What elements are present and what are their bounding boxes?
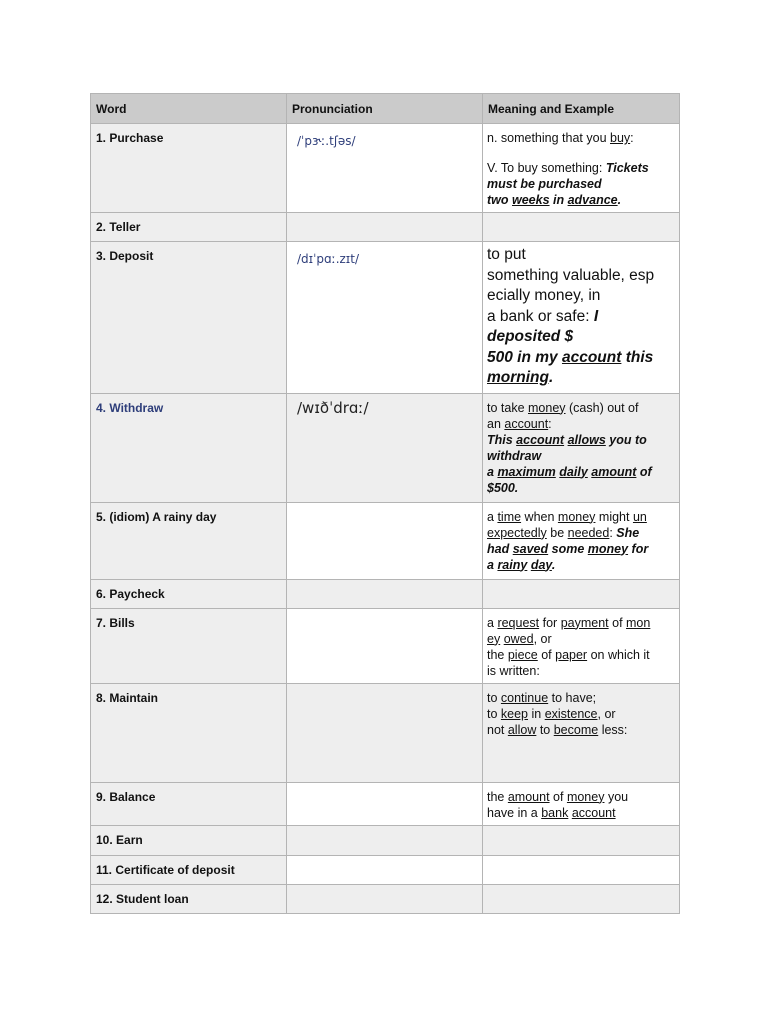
vocabulary-table xyxy=(90,93,680,914)
table-row xyxy=(91,242,680,394)
example-sentence: two weeks in advance. xyxy=(487,193,622,207)
pronunciation-cell: /wɪðˈdrɑː/ xyxy=(287,393,483,502)
header-meaning: Meaning and Example xyxy=(483,94,680,124)
pronunciation-cell xyxy=(287,502,483,579)
word-cell: 1. Purchase xyxy=(91,124,287,213)
meaning-cell: the amount of money you have in a bank account xyxy=(483,782,680,825)
pronunciation-cell xyxy=(287,782,483,825)
pronunciation-cell: /dɪˈpɑː.zɪt/ xyxy=(287,242,483,394)
pronunciation-cell xyxy=(287,213,483,242)
word-cell: 2. Teller xyxy=(91,213,287,242)
meaning-cell xyxy=(483,825,680,855)
pronunciation-cell xyxy=(287,825,483,855)
table-row xyxy=(91,825,680,855)
pronunciation-cell: /ˈpɝː.tʃəs/ xyxy=(287,124,483,213)
word-cell: 11. Certificate of deposit xyxy=(91,855,287,884)
meaning-cell xyxy=(483,884,680,913)
table-row xyxy=(91,502,680,579)
word-cell: 9. Balance xyxy=(91,782,287,825)
word-cell: 12. Student loan xyxy=(91,884,287,913)
header-word: Word xyxy=(91,94,287,124)
word-cell: 7. Bills xyxy=(91,608,287,683)
header-row xyxy=(91,94,680,124)
word-cell: 10. Earn xyxy=(91,825,287,855)
table-row xyxy=(91,124,680,213)
table-row xyxy=(91,884,680,913)
table-row xyxy=(91,213,680,242)
pronunciation-cell xyxy=(287,855,483,884)
meaning-cell: a request for payment of mon ey owed, or the piece of paper on which it is written: xyxy=(483,608,680,683)
meaning-verb: V. To buy something: Tickets must be purchased xyxy=(487,161,649,191)
meaning-cell xyxy=(483,855,680,884)
meaning-cell: to take money (cash) out of an account: This account allows you to withdraw a maximum daily amount of $500. xyxy=(483,393,680,502)
word-cell: 8. Maintain xyxy=(91,683,287,782)
meaning-cell: to continue to have; to keep in existence, or not allow to become less: xyxy=(483,683,680,782)
meaning-noun: n. something that you buy: xyxy=(487,131,634,145)
meaning-cell: a time when money might un expectedly be needed: She had saved some money for a rainy day. xyxy=(483,502,680,579)
table-row xyxy=(91,579,680,608)
table-row xyxy=(91,683,680,782)
pronunciation-cell xyxy=(287,884,483,913)
word-cell: 6. Paycheck xyxy=(91,579,287,608)
word-cell: 5. (idiom) A rainy day xyxy=(91,502,287,579)
table-row xyxy=(91,855,680,884)
meaning-cell xyxy=(483,579,680,608)
pronunciation-cell xyxy=(287,579,483,608)
word-cell: 4. Withdraw xyxy=(91,393,287,502)
table-row xyxy=(91,393,680,502)
table-row xyxy=(91,782,680,825)
header-pronunciation: Pronunciation xyxy=(287,94,483,124)
pronunciation-cell xyxy=(287,683,483,782)
meaning-cell xyxy=(483,124,680,213)
meaning-cell: to put something valuable, esp ecially money, in a bank or safe: I deposited $ 500 in my account this morning. xyxy=(483,242,680,394)
pronunciation-cell xyxy=(287,608,483,683)
table-row xyxy=(91,608,680,683)
word-cell: 3. Deposit xyxy=(91,242,287,394)
meaning-cell xyxy=(483,213,680,242)
